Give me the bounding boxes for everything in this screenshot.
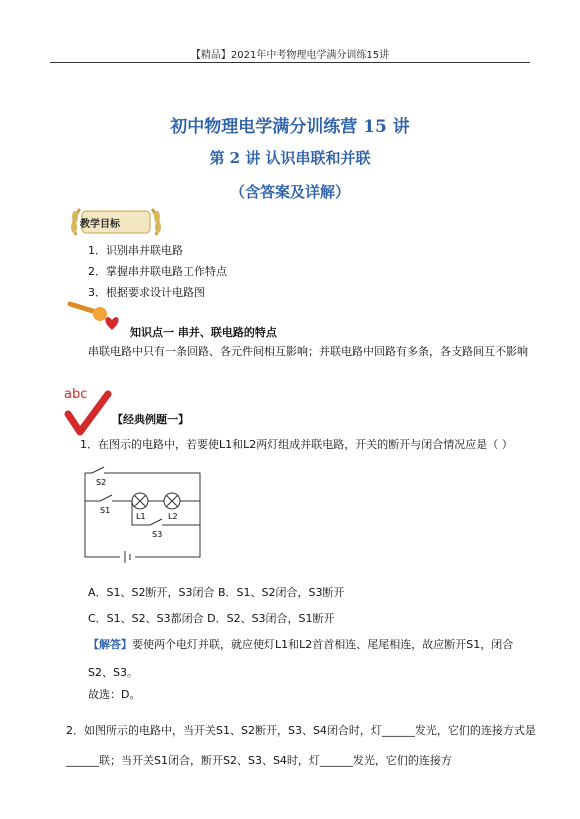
abc-check-icon: [62, 384, 112, 438]
goals-badge-label: 教学目标: [80, 219, 120, 230]
knowledge-title: 知识点一 串并、联电路的特点: [130, 326, 277, 339]
label-s1: S1: [100, 506, 111, 515]
header-divider: [50, 62, 530, 63]
option-row-cd: C．S1、S2、S3都闭合 D．S2、S3闭合，S1断开: [88, 612, 335, 625]
example-title: 【经典例题一】: [112, 413, 189, 426]
goal-item: 2．掌握串并联电路工作特点: [88, 265, 227, 278]
label-l1: L1: [136, 512, 146, 521]
label-s2: S2: [96, 478, 107, 487]
svg-text:abc: abc: [64, 387, 88, 402]
answer-choice: 故选：D。: [88, 688, 141, 701]
subtitle: （含答案及详解）: [229, 183, 350, 201]
goal-item: 1．识别串并联电路: [88, 244, 183, 257]
label-l2: L2: [168, 512, 178, 521]
option-row-ab: A．S1、S2断开，S3闭合 B．S1、S2闭合，S3断开: [88, 586, 345, 599]
key-heart-icon: [66, 294, 128, 334]
doc-title: 初中物理电学满分训练营 15 讲: [170, 117, 410, 137]
circuit-diagram: [80, 465, 210, 575]
goal-item: 3．根据要求设计电路图: [88, 286, 205, 299]
answer-label: 【解答】: [88, 638, 132, 651]
page-header: 【精品】2021年中考物理电学满分训练15讲: [190, 50, 390, 61]
question-1-stem: 1．在图示的电路中，若要使L1和L2两灯组成并联电路，开关的断开与闭合情况应是（ ）: [80, 438, 513, 451]
answer-block: [88, 631, 538, 687]
lesson-title: 第 2 讲 认识串联和并联: [209, 149, 371, 167]
answer-text: 要使两个电灯并联，就应使灯L1和L2首首相连、尾尾相连，故应断开S1，闭合S2、S3。: [88, 638, 514, 679]
label-s3: S3: [152, 530, 163, 539]
knowledge-text: 串联电路中只有一条回路、各元件间相互影响；并联电路中回路有多条，各支路间互不影响: [88, 345, 528, 358]
question-2-text: 2．如图所示的电路中，当开关S1、S2断开，S3、S4闭合时，灯______发光，它们的连接方式是______联；当开关S1闭合，断开S2、S3、S4时，灯______发光，它们的连接方: [66, 724, 536, 767]
